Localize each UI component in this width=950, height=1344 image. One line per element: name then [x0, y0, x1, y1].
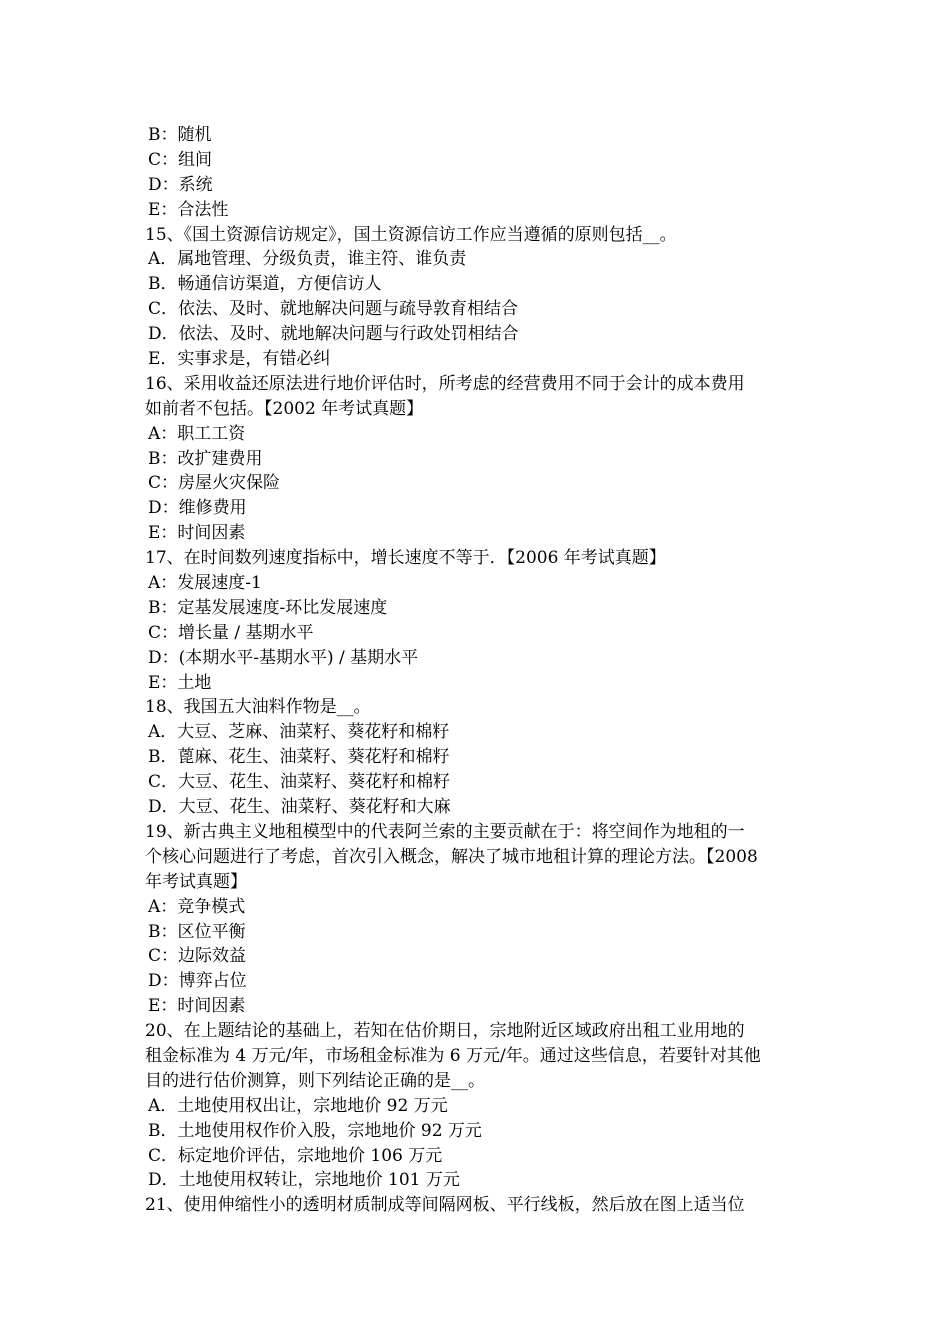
answer-option-line: A：发展速度-1: [148, 573, 262, 594]
answer-option-line: A：竞争模式: [148, 896, 246, 917]
answer-option-line: B．土地使用权作价入股，宗地地价 92 万元: [148, 1120, 482, 1141]
question-text-line: 租金标准为 4 万元/年，市场租金标准为 6 万元/年。通过这些信息，若要针对其他: [145, 1045, 761, 1066]
answer-option-line: E：合法性: [148, 199, 229, 220]
question-text-line: 目的进行估价测算，则下列结论正确的是__。: [145, 1070, 485, 1091]
answer-option-line: C．依法、及时、就地解决问题与疏导敦育相结合: [148, 299, 519, 320]
question-text-line: 年考试真题】: [145, 871, 247, 892]
answer-option-line: C：组间: [148, 149, 213, 170]
answer-option-line: E：土地: [148, 672, 212, 693]
answer-option-line: D．依法、及时、就地解决问题与行政处罚相结合: [148, 324, 519, 345]
document-page: [145, 123, 810, 1218]
question-text-line: 如前者不包括。【2002 年考试真题】: [145, 398, 424, 419]
answer-option-line: B．畅通信访渠道，方便信访人: [148, 274, 382, 295]
question-text-line: 15、《国土资源信访规定》，国土资源信访工作应当遵循的原则包括__。: [145, 224, 677, 245]
answer-option-line: B．蓖麻、花生、油菜籽、葵花籽和棉籽: [148, 747, 450, 768]
answer-option-line: D．土地使用权转让，宗地地价 101 万元: [148, 1170, 460, 1191]
answer-option-line: D：博弈占位: [148, 971, 247, 992]
answer-option-line: A．属地管理、分级负责，谁主符、谁负责: [148, 249, 467, 270]
question-text-line: 个核心问题进行了考虑，首次引入概念，解决了城市地租计算的理论方法。【2008: [145, 846, 758, 867]
answer-option-line: A．土地使用权出让，宗地地价 92 万元: [148, 1095, 448, 1116]
question-text-line: 17、在时间数列速度指标中，增长速度不等于．【2006 年考试真题】: [145, 548, 666, 569]
answer-option-line: D：维修费用: [148, 498, 247, 519]
answer-option-line: B：定基发展速度-环比发展速度: [148, 597, 388, 618]
answer-option-line: B：区位平衡: [148, 921, 246, 942]
answer-option-line: C．标定地价评估，宗地地价 106 万元: [148, 1145, 443, 1166]
question-text-line: 19、新古典主义地租模型中的代表阿兰索的主要贡献在于：将空间作为地租的一: [145, 821, 745, 842]
answer-option-line: D．大豆、花生、油菜籽、葵花籽和大麻: [148, 797, 451, 818]
answer-option-line: B：随机: [148, 125, 212, 145]
answer-option-line: E：时间因素: [148, 996, 246, 1017]
answer-option-line: E：时间因素: [148, 523, 246, 544]
answer-option-line: E．实事求是，有错必纠: [148, 349, 331, 370]
answer-option-line: C：房屋火灾保险: [148, 473, 281, 494]
answer-option-line: D：系统: [148, 174, 213, 195]
answer-option-line: D：(本期水平-基期水平) / 基期水平: [148, 647, 419, 668]
answer-option-line: A．大豆、芝麻、油菜籽、葵花籽和棉籽: [148, 722, 450, 743]
question-text-line: 21、使用伸缩性小的透明材质制成等间隔网板、平行线板，然后放在图上适当位: [145, 1195, 745, 1216]
answer-option-line: C：边际效益: [148, 946, 247, 967]
answer-option-line: B：改扩建费用: [148, 448, 263, 469]
question-text-line: 18、我国五大油料作物是__。: [145, 697, 371, 718]
answer-option-line: A：职工工资: [148, 423, 246, 444]
answer-option-line: C：增长量 / 基期水平: [148, 622, 314, 643]
question-text-line: 20、在上题结论的基础上，若知在估价期日，宗地附近区域政府出租工业用地的: [145, 1021, 745, 1042]
question-text-line: 16、采用收益还原法进行地价评估时，所考虑的经营费用不同于会计的成本费用: [145, 373, 745, 394]
answer-option-line: C．大豆、花生、油菜籽、葵花籽和棉籽: [148, 772, 451, 793]
